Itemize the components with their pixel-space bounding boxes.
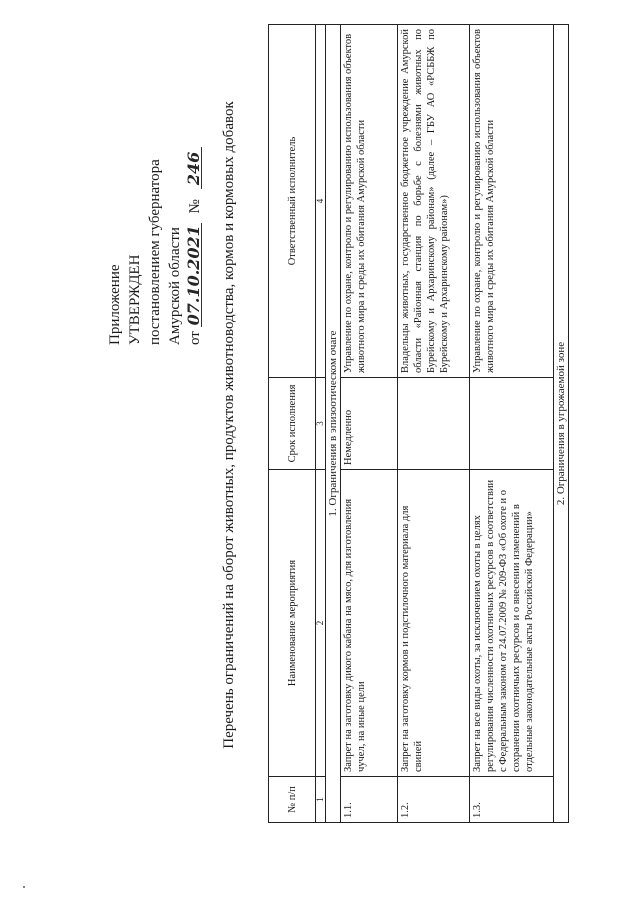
row-number: 1.1. [341, 777, 398, 823]
approval-date-line [185, 45, 205, 345]
row-responsible: Управление по охране, контролю и регулированию использования объектов животного мира и среды их обитания Амурской области [470, 25, 554, 378]
table-row [341, 25, 398, 823]
approval-block [105, 45, 205, 345]
row-responsible: Владельцы животных, государственное бюджетное учреждение Амурской области «Районная станция по борьбе с болезнями животных по Бурейскому и Архаринскому районам» (далее – ГБУ АО «РСББЖ по Бурейскому и Архаринскому районам») [398, 25, 470, 378]
column-number-row [316, 25, 326, 823]
column-number: 4 [316, 25, 326, 378]
header-measure: Наименование мероприятия [269, 470, 316, 777]
handwritten-number: 246 [186, 147, 202, 189]
approval-appendix: Приложение [107, 264, 123, 345]
row-measure: Запрет на заготовку дикого кабана на мясо, для изготовления чучел, на иные цели [341, 470, 398, 777]
document-title: Перечень ограничений на оборот животных, продуктов животноводства, кормов и кормовых добавок [221, 101, 237, 749]
section-title: 1. Ограничения в эпизоотическом очаге [326, 25, 341, 823]
section-row [326, 25, 341, 823]
number-sign: № [187, 199, 203, 214]
row-deadline [398, 378, 470, 470]
restrictions-table [268, 24, 569, 823]
approval-by-decree: постановлением губернатора [147, 159, 163, 345]
scan-speck [23, 886, 25, 888]
header-responsible: Ответственный исполнитель [269, 25, 316, 378]
row-measure: Запрет на все виды охоты, за исключением охоты в целях регулирования численности охотничьих ресурсов в соответствии с Федеральным законом от 24.07.2009 № 209-ФЗ «Об охоте и о сохранении охотничьих ресурсов и о внесении изменений в отдельные законодательные акты Российской Федерации» [470, 470, 554, 777]
table-row [398, 25, 470, 823]
header-row [269, 25, 316, 823]
header-deadline: Срок исполнения [269, 378, 316, 470]
table-row [470, 25, 554, 823]
row-deadline [470, 378, 554, 470]
row-responsible: Управление по охране, контролю и регулированию использования объектов животного мира и среды их обитания Амурской области [341, 25, 398, 378]
handwritten-date: 07.10.2021 [184, 225, 203, 326]
row-number: 1.3. [470, 777, 554, 823]
section-row [554, 25, 569, 823]
approval-approved: УТВЕРЖДЕН [127, 254, 143, 345]
header-number: № п/п [269, 777, 316, 823]
column-number: 1 [316, 777, 326, 823]
row-deadline: Немедленно [341, 378, 398, 470]
section-title: 2. Ограничения в угрожаемой зоне [554, 25, 569, 823]
column-number: 3 [316, 378, 326, 470]
date-prefix: от [187, 331, 203, 345]
row-number: 1.2. [398, 777, 470, 823]
column-number: 2 [316, 470, 326, 777]
approval-region: Амурской области [167, 227, 183, 345]
row-measure: Запрет на заготовку кормов и подстилочного материала для свиней [398, 470, 470, 777]
